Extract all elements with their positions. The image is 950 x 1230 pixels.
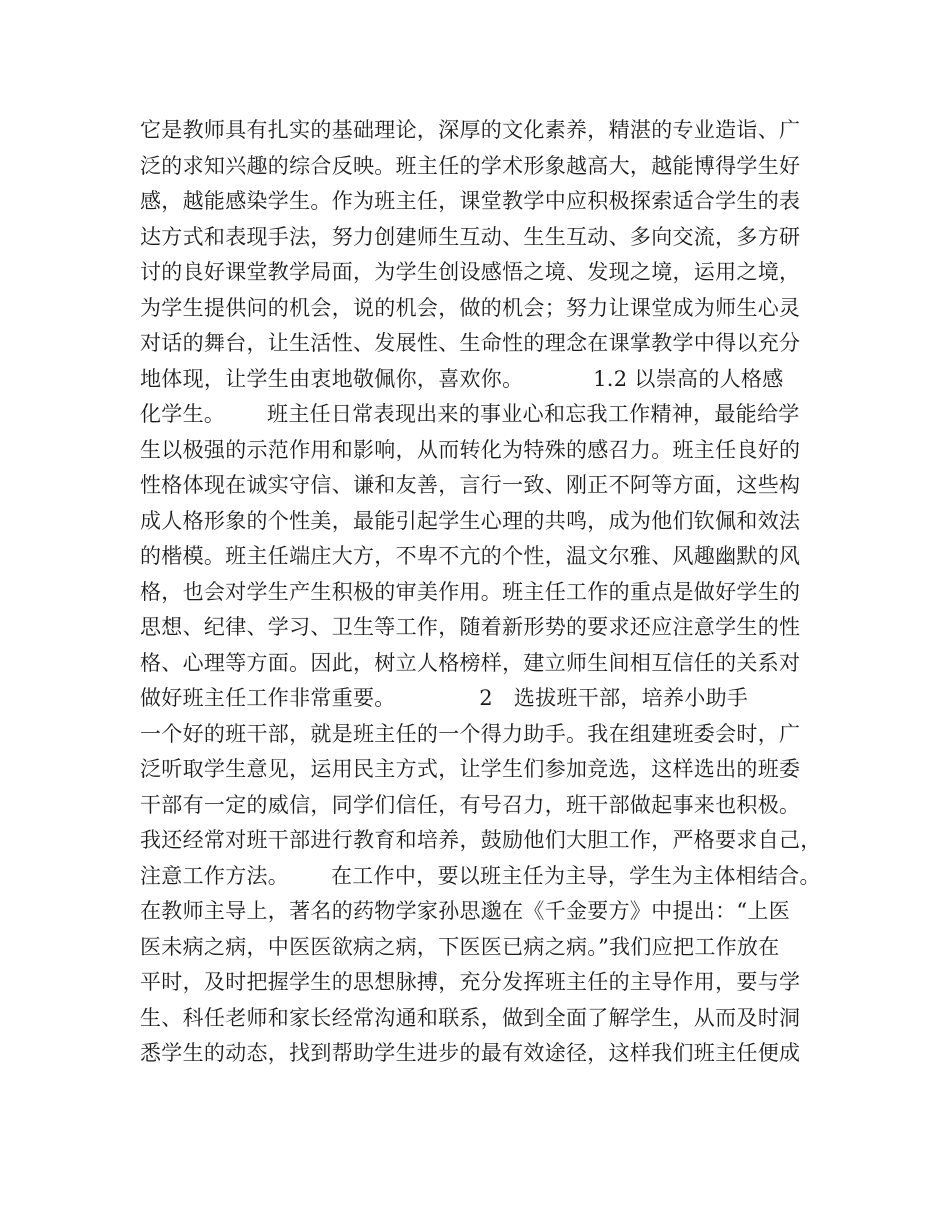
text-line: 我还经常对班干部进行教育和培养，鼓励他们大胆工作，严格要求自己， (140, 828, 822, 852)
text-line: 达方式和表现手法，努力创建师生互动、生生互动、多向交流，多方研 (140, 224, 801, 249)
text-line: 格、心理等方面。因此，树立人格榜样，建立师生间相互信任的关系对 (140, 650, 801, 675)
text-line: 思想、纪律、学习、卫生等工作，随着新形势的要求还应注意学生的性 (140, 615, 801, 639)
text-line: 平时，及时把握学生的思想脉搏，充分发挥班主任的主导作用，要与学 (140, 970, 801, 994)
body-text (140, 113, 840, 1072)
text-line: 为学生提供问的机会，说的机会，做的机会；努力让课堂成为师生心灵 (140, 295, 801, 320)
text-line: 悉学生的动态，找到帮助学生进步的最有效途径，这样我们班主任便成 (140, 1041, 801, 1065)
text-line: 的楷模。班主任端庄大方，不卑不亢的个性，温文尔雅、风趣幽默的风 (140, 544, 801, 568)
text-line: 泛听取学生意见，运用民主方式，让学生们参加竞选，这样选出的班委 (140, 757, 801, 781)
text-line: 地体现，让学生由衷地敬佩你，喜欢你。 1.2 以崇高的人格感 (140, 366, 784, 391)
text-line: 化学生。 班主任日常表现出来的事业心和忘我工作精神，最能给学 (140, 402, 800, 426)
text-line: 泛的求知兴趣的综合反映。班主任的学术形象越高大，越能博得学生好 (140, 153, 801, 178)
text-line: 性格体现在诚实守信、谦和友善，言行一致、刚正不阿等方面，这些构 (140, 473, 801, 497)
text-line: 生、科任老师和家长经常沟通和联系，做到全面了解学生，从而及时洞 (140, 1005, 801, 1030)
text-line: 讨的良好课堂教学局面，为学生创设感悟之境、发现之境，运用之境， (140, 260, 801, 284)
text-line: 成人格形象的个性美，最能引起学生心理的共鸣，成为他们钦佩和效法 (140, 508, 801, 533)
text-line: 感，越能感染学生。作为班主任，课堂教学中应积极探索适合学生的表 (140, 189, 801, 213)
text-line: 对话的舞台，让生活性、发展性、生命性的理念在课掌教学中得以充分 (140, 331, 801, 355)
text-line: 做好班主任工作非常重要。 2 选拔班干部，培养小助手 (140, 686, 749, 710)
text-line: 医未病之病，中医医欲病之病，下医医已病之病。”我们应把工作放在 (140, 934, 780, 959)
text-line: 注意工作方法。 在工作中，要以班主任为主导，学生为主体相结合。 (140, 863, 821, 888)
text-line: 它是教师具有扎实的基础理论，深厚的文化素养，精湛的专业造诣、广 (140, 118, 801, 142)
text-line: 格，也会对学生产生积极的审美作用。班主任工作的重点是做好学生的 (140, 579, 801, 604)
text-line: 干部有一定的威信，同学们信任，有号召力，班干部做起事来也积极。 (140, 792, 801, 817)
text-line: 在教师主导上，著名的药物学家孙思邈在《千金要方》中提出：“上医 (140, 899, 791, 923)
text-line: 生以极强的示范作用和影响，从而转化为特殊的感召力。班主任良好的 (140, 437, 801, 462)
text-line: 一个好的班干部，就是班主任的一个得力助手。我在组建班委会时，广 (140, 721, 801, 746)
